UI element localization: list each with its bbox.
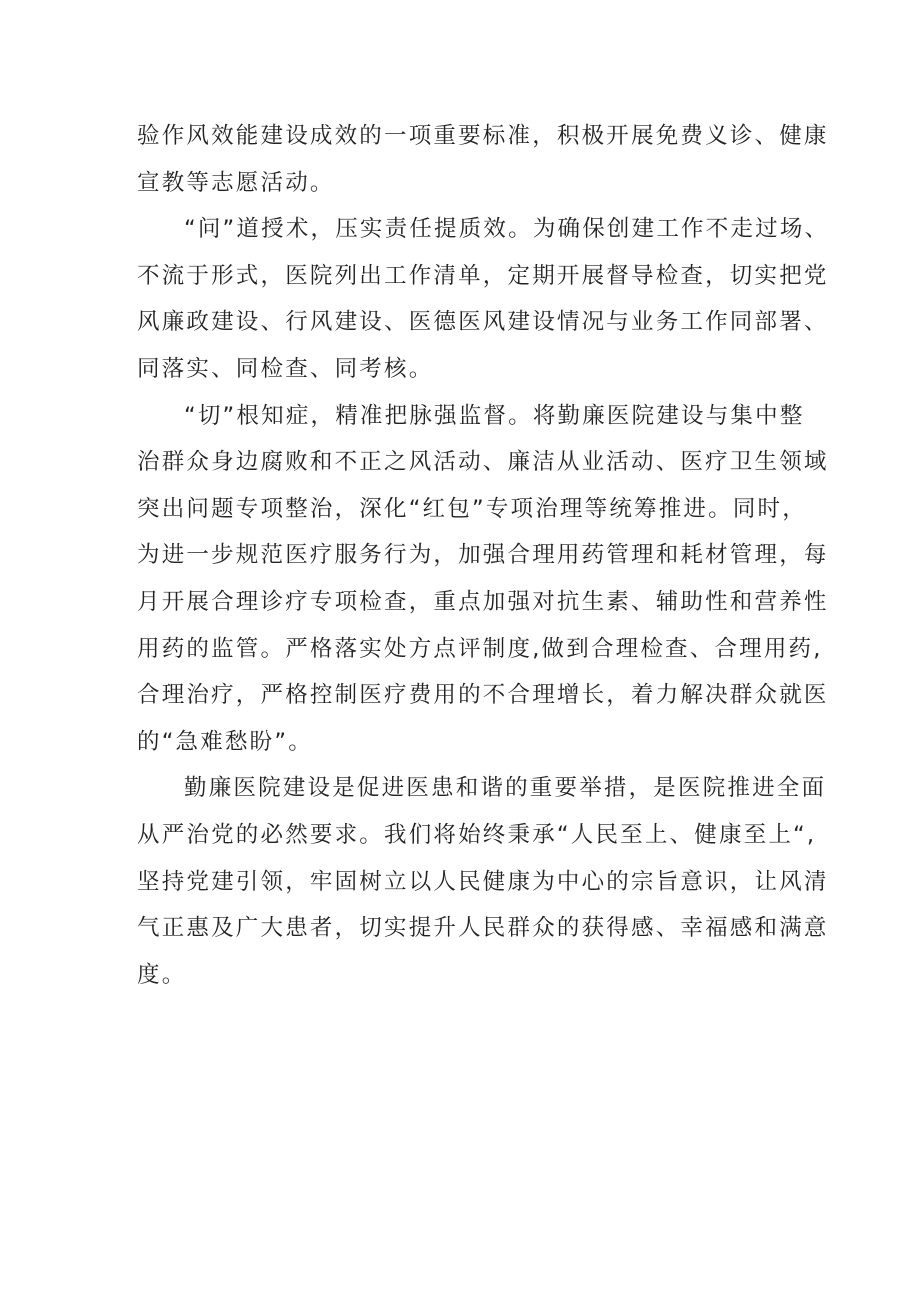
text-line: 不流于形式，医院列出工作清单，定期开展督导检查，切实把党 bbox=[137, 262, 829, 289]
text-line: 度。 bbox=[137, 961, 187, 988]
paragraph-4 bbox=[137, 765, 829, 998]
paragraph-3 bbox=[137, 393, 829, 766]
text-line: 的“急难愁盼”。 bbox=[137, 728, 313, 755]
text-line: 治群众身边腐败和不正之风活动、廉洁从业活动、医疗卫生领域 bbox=[137, 449, 829, 476]
text-line: 宣教等志愿活动。 bbox=[137, 169, 335, 196]
text-line: 突出问题专项整治，深化“红包”专项治理等统筹推进。同时， bbox=[137, 495, 807, 522]
document-body bbox=[137, 113, 830, 998]
text-line: 用药的监管。严格落实处方点评制度,做到合理检查、合理用药, bbox=[137, 635, 823, 662]
paragraph-1 bbox=[137, 113, 829, 206]
text-line: “问”道授术，压实责任提质效。为确保创建工作不走过场、 bbox=[184, 216, 830, 243]
text-line: 风廉政建设、行风建设、医德医风建设情况与业务工作同部署、 bbox=[137, 309, 829, 336]
text-line: 为进一步规范医疗服务行为，加强合理用药管理和耗材管理，每 bbox=[137, 542, 829, 569]
text-line: 同落实、同检查、同考核。 bbox=[137, 355, 434, 382]
text-line: “切”根知症，精准把脉强监督。将勤廉医院建设与集中整 bbox=[184, 402, 805, 429]
text-line: 勤廉医院建设是促进医患和谐的重要举措，是医院推进全面 bbox=[184, 775, 827, 802]
text-line: 合理治疗，严格控制医疗费用的不合理增长，着力解决群众就医 bbox=[137, 682, 829, 709]
text-line: 坚持党建引领，牢固树立以人民健康为中心的宗旨意识，让风清 bbox=[137, 868, 829, 895]
text-line: 验作风效能建设成效的一项重要标准，积极开展免费义诊、健康 bbox=[137, 123, 829, 149]
text-line: 从严治党的必然要求。我们将始终秉承“人民至上、健康至上“, bbox=[137, 821, 817, 848]
paragraph-2 bbox=[137, 206, 830, 392]
text-line: 气正惠及广大患者，切实提升人民群众的获得感、幸福感和满意 bbox=[137, 915, 829, 942]
text-line: 月开展合理诊疗专项检查，重点加强对抗生素、辅助性和营养性 bbox=[137, 588, 829, 615]
